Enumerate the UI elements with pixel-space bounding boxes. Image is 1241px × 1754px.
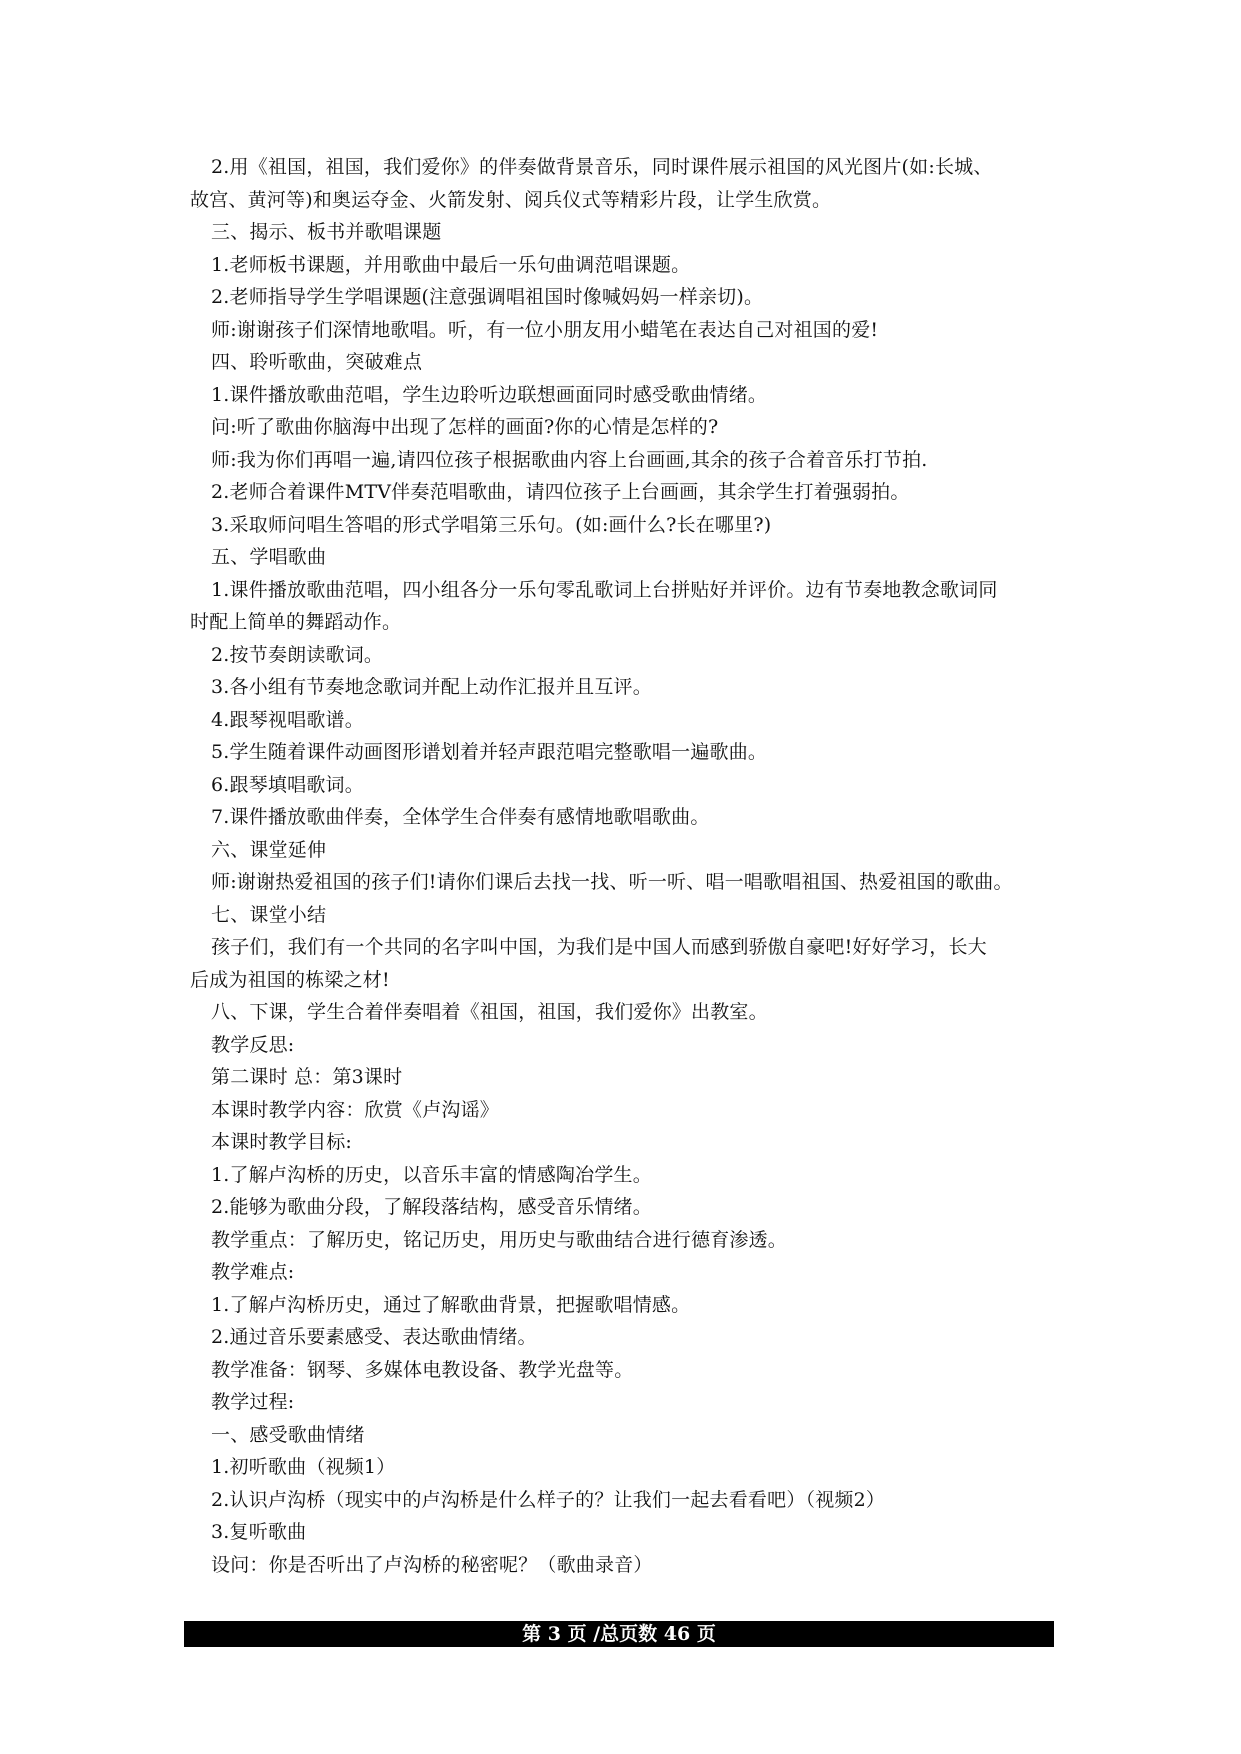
text-line: 五、学唱歌曲 [211, 546, 327, 568]
text-line: 后成为祖国的栋梁之材! [190, 968, 390, 991]
text-line: 八、下课，学生合着伴奏唱着《祖国，祖国，我们爱你》出教室。 [211, 1001, 768, 1023]
text-line: 设问：你是否听出了卢沟桥的秘密呢？（歌曲录音） [211, 1553, 653, 1576]
text-line: 本课时教学目标: [211, 1131, 353, 1153]
text-line: 2.认识卢沟桥（现实中的卢沟桥是什么样子的？让我们一起去看看吧）（视频2） [211, 1488, 886, 1511]
text-line: 四、聆听歌曲，突破难点 [211, 351, 423, 373]
text-line: 6.跟琴填唱歌词。 [211, 773, 364, 796]
text-line: 师:谢谢热爱祖国的孩子们!请你们课后去找一找、听一听、唱一唱歌唱祖国、热爱祖国的歌曲。 [211, 871, 1013, 893]
text-line: 1.初听歌曲（视频1） [211, 1456, 396, 1478]
text-line: 7.课件播放歌曲伴奏，全体学生合伴奏有感情地歌唱歌曲。 [211, 806, 710, 828]
text-line: 1.课件播放歌曲范唱，学生边聆听边联想画面同时感受歌曲情绪。 [211, 383, 768, 406]
text-line: 2.能够为歌曲分段，了解段落结构，感受音乐情绪。 [211, 1196, 652, 1218]
text-line: 1.了解卢沟桥的历史，以音乐丰富的情感陶冶学生。 [211, 1163, 652, 1186]
text-line: 师:我为你们再唱一遍,请四位孩子根据歌曲内容上台画画,其余的孩子合着音乐打节拍. [211, 448, 928, 471]
text-line: 教学过程: [211, 1391, 295, 1413]
text-line: 1.课件播放歌曲范唱，四小组各分一乐句零乱歌词上台拼贴好并评价。边有节奏地教念歌词同 [211, 578, 998, 601]
text-line: 教学准备：钢琴、多媒体电教设备、教学光盘等。 [211, 1358, 634, 1381]
text-line: 本课时教学内容：欣赏《卢沟谣》 [211, 1098, 500, 1121]
text-line: 时配上简单的舞蹈动作。 [190, 611, 402, 633]
text-line: 师:谢谢孩子们深情地歌唱。听，有一位小朋友用小蜡笔在表达自己对祖国的爱! [211, 318, 879, 341]
text-line: 2.老师合着课件MTV伴奏范唱歌曲，请四位孩子上台画画，其余学生打着强弱拍。 [211, 481, 910, 503]
text-line: 2.老师指导学生学唱课题(注意强调唱祖国时像喊妈妈一样亲切)。 [211, 286, 764, 308]
text-line: 故宫、黄河等)和奥运夺金、火箭发射、阅兵仪式等精彩片段，让学生欣赏。 [190, 188, 832, 211]
text-line: 孩子们，我们有一个共同的名字叫中国，为我们是中国人而感到骄傲自豪吧!好好学习，长大 [211, 936, 987, 958]
text-line: 第二课时 总：第3课时 [211, 1066, 403, 1088]
text-line: 教学重点：了解历史，铭记历史，用历史与歌曲结合进行德育渗透。 [211, 1228, 788, 1251]
text-line: 2.用《祖国，祖国，我们爱你》的伴奏做背景音乐，同时课件展示祖国的风光图片(如:长城、 [211, 156, 993, 178]
page-footer-bar [184, 1621, 1054, 1647]
document-body [190, 151, 1070, 1581]
text-line: 3.采取师问唱生答唱的形式学唱第三乐句。(如:画什么?长在哪里?) [211, 513, 772, 536]
text-line: 1.了解卢沟桥历史，通过了解歌曲背景，把握歌唱情感。 [211, 1293, 691, 1316]
text-line: 七、课堂小结 [211, 903, 327, 926]
text-line: 2.按节奏朗读歌词。 [211, 643, 384, 666]
text-line: 三、揭示、板书并歌唱课题 [211, 221, 442, 243]
text-line: 教学反思: [211, 1033, 295, 1056]
text-line: 问:听了歌曲你脑海中出现了怎样的画面?你的心情是怎样的? [211, 416, 719, 438]
text-line: 1.老师板书课题，并用歌曲中最后一乐句曲调范唱课题。 [211, 253, 691, 276]
text-line: 5.学生随着课件动画图形谱划着并轻声跟范唱完整歌唱一遍歌曲。 [211, 741, 768, 763]
text-line: 4.跟琴视唱歌谱。 [211, 708, 364, 731]
text-line: 3.复听歌曲 [211, 1521, 307, 1543]
text-line: 六、课堂延伸 [211, 838, 327, 861]
text-line: 教学难点: [211, 1261, 295, 1283]
text-line: 2.通过音乐要素感受、表达歌曲情绪。 [211, 1326, 537, 1348]
text-line: 一、感受歌曲情绪 [211, 1423, 365, 1446]
page-number-label: 第 3 页 /总页数 46 页 [522, 1623, 716, 1645]
text-line: 3.各小组有节奏地念歌词并配上动作汇报并且互评。 [211, 676, 652, 698]
